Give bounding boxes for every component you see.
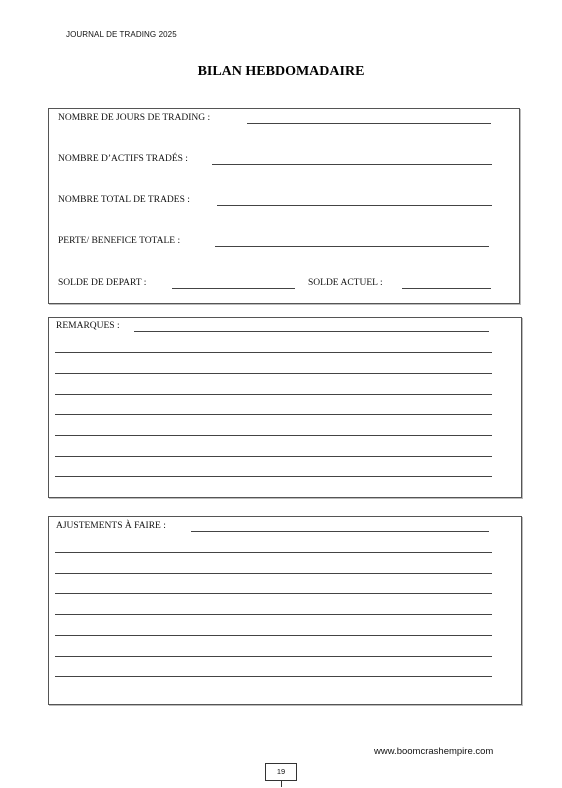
total-trades-field[interactable] — [217, 205, 492, 206]
remarks-line-6[interactable] — [55, 435, 492, 436]
starting-balance-field[interactable] — [172, 288, 295, 289]
adjustments-line-8[interactable] — [55, 676, 492, 677]
trading-days-field[interactable] — [247, 123, 491, 124]
adjustments-label: AJUSTEMENTS À FAIRE : — [56, 521, 166, 531]
remarks-line-1[interactable] — [134, 331, 489, 332]
remarks-line-3[interactable] — [55, 373, 492, 374]
profit-loss-label: PERTE/ BENEFICE TOTALE : — [58, 236, 181, 246]
page-number-box — [265, 763, 297, 781]
adjustments-line-4[interactable] — [55, 593, 492, 594]
adjustments-line-3[interactable] — [55, 573, 492, 574]
assets-traded-field[interactable] — [212, 164, 492, 165]
adjustments-line-5[interactable] — [55, 614, 492, 615]
current-balance-field[interactable] — [402, 288, 491, 289]
page-number: 19 — [276, 767, 286, 776]
profit-loss-field[interactable] — [215, 246, 489, 247]
remarks-label: REMARQUES : — [56, 321, 120, 331]
assets-traded-label: NOMBRE D’ACTIFS TRADÉS : — [58, 154, 188, 164]
adjustments-line-7[interactable] — [55, 656, 492, 657]
starting-balance-label: SOLDE DE DEPART : — [58, 278, 147, 288]
remarks-line-4[interactable] — [55, 394, 492, 395]
current-balance-label: SOLDE ACTUEL : — [308, 278, 383, 288]
remarks-line-2[interactable] — [55, 352, 492, 353]
journal-header: JOURNAL DE TRADING 2025 — [66, 30, 177, 39]
page-number-tick — [281, 781, 282, 787]
remarks-line-8[interactable] — [55, 476, 492, 477]
total-trades-label: NOMBRE TOTAL DE TRADES : — [58, 195, 190, 205]
remarks-line-5[interactable] — [55, 414, 492, 415]
footer-website: www.boomcrashempire.com — [374, 746, 494, 757]
adjustments-line-2[interactable] — [55, 552, 492, 553]
page-title: BILAN HEBDOMADAIRE — [197, 64, 365, 79]
remarks-line-7[interactable] — [55, 456, 492, 457]
summary-box — [48, 108, 520, 304]
remarks-box — [48, 317, 522, 498]
adjustments-box — [48, 516, 522, 705]
adjustments-line-6[interactable] — [55, 635, 492, 636]
trading-days-label: NOMBRE DE JOURS DE TRADING : — [58, 113, 211, 123]
adjustments-line-1[interactable] — [191, 531, 489, 532]
